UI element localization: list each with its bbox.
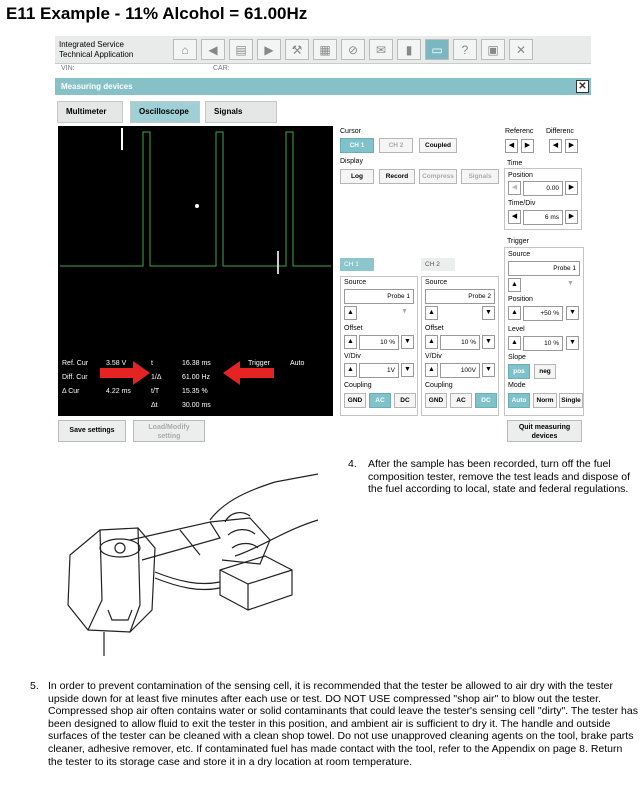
forward-icon[interactable]: ▶ xyxy=(257,39,281,60)
display-record-button[interactable]: Record xyxy=(379,169,415,184)
readout-diff-cur-label: Diff. Cur xyxy=(62,374,88,381)
time-div-right-icon[interactable]: ▶ xyxy=(565,210,578,224)
ch1-offset-up-icon[interactable]: ▲ xyxy=(344,335,357,349)
ch2-vdiv-label: V/Div xyxy=(425,353,442,360)
mode-single-button[interactable]: Single xyxy=(559,393,583,408)
ch2-vdiv-down-icon[interactable]: ▼ xyxy=(482,363,495,377)
time-position-label: Position xyxy=(508,172,533,179)
difference-left-icon[interactable]: ◀ xyxy=(549,139,562,153)
reference-left-icon[interactable]: ◀ xyxy=(505,139,518,153)
readout-ref-cur-value: 3.58 V xyxy=(106,360,127,367)
ch1-source-label: Source xyxy=(344,279,367,286)
time-position-left-icon[interactable]: ◀ xyxy=(508,181,521,195)
ch2-source-label: Source xyxy=(425,279,448,286)
readout-freq-label: 1/Δ xyxy=(151,374,162,381)
cursor-ch1-button[interactable]: CH 1 xyxy=(340,138,374,153)
close-icon[interactable]: ✕ xyxy=(509,39,533,60)
readout-t-value: 16.38 ms xyxy=(182,360,211,367)
time-div-value[interactable]: 6 ms xyxy=(523,210,563,225)
difference-right-icon[interactable]: ▶ xyxy=(565,139,578,153)
display-compress-button[interactable]: Compress xyxy=(419,169,457,184)
readout-ref-cur-label: Ref. Cur xyxy=(62,360,89,367)
mail-icon[interactable]: ✉ xyxy=(369,39,393,60)
readout-delta-cur-value: 4.22 ms xyxy=(106,388,131,395)
ch2-vdiv-up-icon[interactable]: ▲ xyxy=(425,363,438,377)
readout-t-label: t xyxy=(151,360,153,367)
back-icon[interactable]: ◀ xyxy=(201,39,225,60)
readout-delta-t-value: 30.00 ms xyxy=(182,402,211,409)
tab-multimeter[interactable]: Multimeter xyxy=(57,101,123,123)
ch1-vdiv-down-icon[interactable]: ▼ xyxy=(401,363,414,377)
ch1-offset-down-icon[interactable]: ▼ xyxy=(401,335,414,349)
cursor-ch2-button[interactable]: CH 2 xyxy=(379,138,413,153)
ch1-dc-button[interactable]: DC xyxy=(394,393,416,408)
ch1-offset-label: Offset xyxy=(344,325,363,332)
trigger-source-down-icon[interactable]: ▼ xyxy=(567,280,574,287)
difference-label: Differenc xyxy=(546,128,574,135)
ch2-header[interactable]: CH 2 xyxy=(421,258,455,271)
car-label: CAR: xyxy=(213,65,230,72)
ch1-ac-button[interactable]: AC xyxy=(369,393,391,408)
signal-trace xyxy=(60,132,331,266)
slope-pos-button[interactable]: pos xyxy=(508,364,530,379)
ch2-source-down-icon[interactable]: ▼ xyxy=(482,306,495,320)
scope-trace xyxy=(58,126,333,416)
home-icon[interactable]: ⌂ xyxy=(173,39,197,60)
time-div-left-icon[interactable]: ◀ xyxy=(508,210,521,224)
ch2-gnd-button[interactable]: GND xyxy=(425,393,447,408)
document-icon[interactable]: ▦ xyxy=(313,39,337,60)
trigger-position-up-icon[interactable]: ▲ xyxy=(508,306,521,320)
battery-icon[interactable]: ▮ xyxy=(397,39,421,60)
readout-delta-t-label: Δt xyxy=(151,402,158,409)
app-name: Integrated Service Technical Application xyxy=(59,40,134,59)
step-5-number: 5. xyxy=(30,680,39,692)
save-settings-button[interactable]: Save settings xyxy=(58,420,126,442)
ch2-offset-label: Offset xyxy=(425,325,444,332)
ch2-offset-down-icon[interactable]: ▼ xyxy=(482,335,495,349)
step-5-text: In order to prevent contamination of the sensing cell, it is recommended that the tester be allowed to air dry with the tester upside down for at least five minutes after each use or test. DO NOT USE compressed "shop air" to blow out the tester. Compressed shop air often contains water or solid contaminants that could leave the tester's sensing cell "dirty". The tester has been designed to allow fluid to exit the tester in this position, and ambient air is sufficient to dry it. The handle and outside surfaces of the tester can be cleaned with a clean shop towel. Do not use unapproved cleaning agents on the tool, brake parts cleaner, adhesive remover, etc. If contaminated fuel has made contact with the tool, refer to the Appendix on page 8. Return the tester to its storage case and store it in a dry location at room temperature. xyxy=(48,680,638,768)
display-log-button[interactable]: Log xyxy=(340,169,374,184)
cursor-label: Cursor xyxy=(340,128,362,135)
scope-icon[interactable]: ▭ xyxy=(425,39,449,60)
panel-header: Measuring devices ✕ xyxy=(55,78,591,95)
trigger-mode-label: Mode xyxy=(508,382,526,389)
load-modify-setting-button[interactable]: Load/Modify setting xyxy=(133,420,205,442)
trigger-level-label: Level xyxy=(508,326,525,333)
trigger-level-up-icon[interactable]: ▲ xyxy=(508,336,521,350)
readout-trigger-value: Auto xyxy=(290,360,305,367)
step-4-text: After the sample has been recorded, turn off the fuel composition tester, remove the test leads and dispose of the fuel according to local, state and federal regulations. xyxy=(368,458,631,496)
tester-illustration xyxy=(60,460,320,670)
ch2-ac-button[interactable]: AC xyxy=(450,393,472,408)
ch1-gnd-button[interactable]: GND xyxy=(344,393,366,408)
time-label: Time xyxy=(507,160,523,167)
time-position-right-icon[interactable]: ▶ xyxy=(565,181,578,195)
vehicle-info-bar xyxy=(55,64,591,76)
trigger-slope-label: Slope xyxy=(508,354,526,361)
ch2-vdiv-value[interactable]: 100V xyxy=(440,363,480,378)
readout-freq-value: 61.00 Hz xyxy=(182,374,211,381)
screen-icon[interactable]: ▣ xyxy=(481,39,505,60)
readout-duty-value: 15.35 % xyxy=(182,388,208,395)
ch1-header[interactable]: CH 1 xyxy=(340,258,374,271)
toolbar-icons xyxy=(173,39,533,60)
help-icon[interactable]: ? xyxy=(453,39,477,60)
close-icon[interactable]: ✕ xyxy=(576,80,589,93)
oscilloscope-screen[interactable] xyxy=(58,126,333,416)
print-icon[interactable]: ▤ xyxy=(229,39,253,60)
reference-label: Referenc xyxy=(505,128,534,135)
ch2-dc-button[interactable]: DC xyxy=(475,393,497,408)
display-label: Display xyxy=(340,158,363,165)
mode-norm-button[interactable]: Norm xyxy=(533,393,557,408)
ch2-coupling-label: Coupling xyxy=(425,382,453,389)
trigger-source-value[interactable]: Probe 1 xyxy=(508,261,580,276)
time-position-value[interactable]: 0.00 xyxy=(523,181,563,196)
page-title: E11 Example - 11% Alcohol = 61.00Hz xyxy=(6,4,308,23)
tab-oscilloscope[interactable]: Oscilloscope xyxy=(130,101,200,123)
ch1-vdiv-up-icon[interactable]: ▲ xyxy=(344,363,357,377)
trigger-source-label: Source xyxy=(508,251,531,258)
tab-bar xyxy=(55,98,591,124)
ch1-source-up-icon[interactable]: ▲ xyxy=(344,306,357,320)
trigger-level-value[interactable]: 10 % xyxy=(523,336,563,351)
ch1-source-value[interactable]: Probe 1 xyxy=(344,289,414,304)
display-signals-button[interactable]: Signals xyxy=(461,169,499,184)
trigger-marker xyxy=(195,204,199,208)
ch2-offset-value[interactable]: 10 % xyxy=(440,335,480,350)
ch2-source-value[interactable]: Probe 2 xyxy=(425,289,495,304)
cursor-coupled-button[interactable]: Coupled xyxy=(419,138,457,153)
trigger-level-down-icon[interactable]: ▼ xyxy=(566,336,579,350)
vin-label: VIN: xyxy=(61,65,75,72)
top-toolbar xyxy=(55,36,591,64)
ch2-source-up-icon[interactable]: ▲ xyxy=(425,306,438,320)
ch2-offset-up-icon[interactable]: ▲ xyxy=(425,335,438,349)
ch1-offset-value[interactable]: 10 % xyxy=(359,335,399,350)
readout-duty-label: t/T xyxy=(151,388,160,395)
tab-signals[interactable]: Signals xyxy=(205,101,277,123)
ch1-vdiv-value[interactable]: 1V xyxy=(359,363,399,378)
trigger-position-label: Position xyxy=(508,296,533,303)
istа-window xyxy=(55,36,591,440)
time-div-label: Time/Div xyxy=(508,200,536,207)
trigger-position-down-icon[interactable]: ▼ xyxy=(566,306,579,320)
reference-right-icon[interactable]: ▶ xyxy=(521,139,534,153)
trigger-source-up-icon[interactable]: ▲ xyxy=(508,278,521,292)
wrench-icon[interactable]: ⚒ xyxy=(285,39,309,60)
ch1-vdiv-label: V/Div xyxy=(344,353,361,360)
readout-delta-cur-label: Δ Cur xyxy=(62,388,80,395)
step-4-number: 4. xyxy=(348,458,357,470)
trigger-position-value[interactable]: +50 % xyxy=(523,306,563,321)
ch1-source-down-icon[interactable]: ▼ xyxy=(401,308,408,315)
readout-trigger-label: Trigger xyxy=(248,360,270,367)
ch1-coupling-label: Coupling xyxy=(344,382,372,389)
quit-measuring-devices-button[interactable]: Quit measuring devices xyxy=(507,420,582,442)
trigger-label: Trigger xyxy=(507,238,529,245)
slope-neg-button[interactable]: neg xyxy=(534,364,556,379)
link-icon[interactable]: ⊘ xyxy=(341,39,365,60)
mode-auto-button[interactable]: Auto xyxy=(508,393,530,408)
